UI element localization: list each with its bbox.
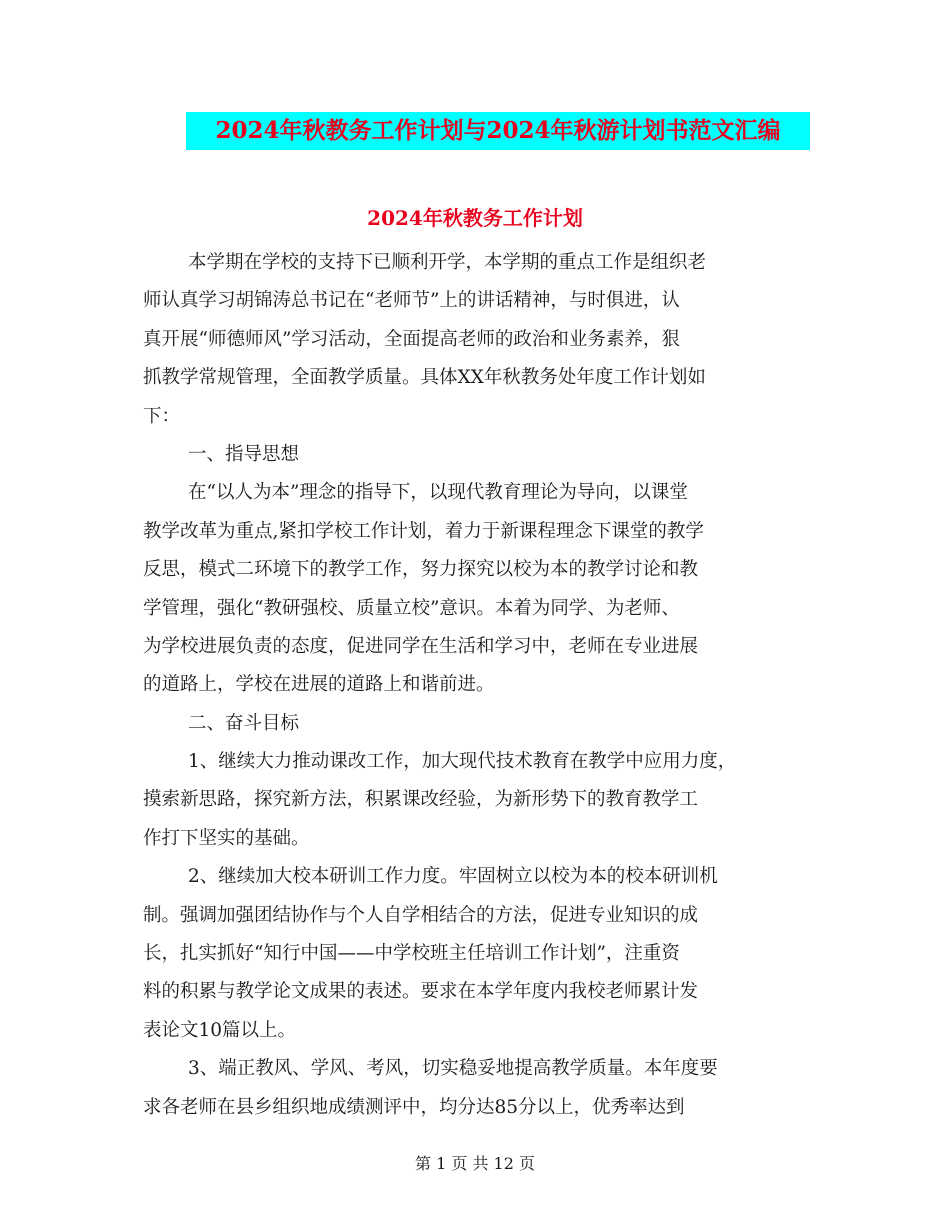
paragraph-line: 教学改革为重点,紧扣学校工作计划，着力于新课程理念下课堂的教学 <box>143 520 704 542</box>
paragraph-line: 反思，模式二环境下的教学工作，努力探究以校为本的教学讨论和教 <box>143 559 699 581</box>
paragraph-line: 2、继续加大校本研训工作力度。牢固树立以校为本的校本研训机 <box>188 866 718 888</box>
page-number-footer: 第 1 页 共 12 页 <box>415 1154 535 1173</box>
paragraph-line: 的道路上，学校在进展的道路上和谐前进。 <box>143 674 495 696</box>
paragraph-line: 长，扎实抓好“知行中国——中学校班主任培训工作计划”，注重资 <box>143 943 680 965</box>
paragraph-line: 料的积累与教学论文成果的表述。要求在本学年度内我校老师累计发 <box>143 981 699 1003</box>
paragraph-line: 求各老师在县乡组织地成绩测评中，均分达85分以上，优秀率达到 <box>143 1096 685 1118</box>
paragraph-line: 表论文10篇以上。 <box>143 1019 297 1041</box>
paragraph-line: 3、端正教风、学风、考风，切实稳妥地提高教学质量。本年度要 <box>188 1058 718 1080</box>
paragraph-line: 本学期在学校的支持下已顺利开学，本学期的重点工作是组织老 <box>188 252 707 273</box>
document-body <box>143 244 805 1127</box>
paragraph-line: 为学校进展负责的态度，促进同学在生活和学习中，老师在专业进展 <box>143 635 699 657</box>
heading-line: 二、奋斗目标 <box>188 712 300 734</box>
paragraph-line: 制。强调加强团结协作与个人自学相结合的方法，促进专业知识的成 <box>143 904 699 926</box>
heading-line: 一、指导思想 <box>188 443 300 465</box>
paragraph-line: 抓教学常规管理，全面教学质量。具体XX年秋教务处年度工作计划如 <box>143 367 706 389</box>
paragraph-line: 作打下坚实的基础。 <box>143 827 310 849</box>
paragraph-line: 真开展“师德师风”学习活动，全面提高老师的政治和业务素养，狠 <box>143 328 680 350</box>
section-title: 2024年秋教务工作计划 <box>367 206 583 230</box>
paragraph-line: 下： <box>143 405 181 427</box>
document-title: 2024年秋教务工作计划与2024年秋游计划书范文汇编 <box>186 112 810 150</box>
paragraph-line: 1、继续大力推动课改工作，加大现代技术教育在教学中应用力度， <box>188 751 737 773</box>
paragraph-line: 师认真学习胡锦涛总书记在“老师节”上的讲话精神，与时俱进，认 <box>143 290 680 312</box>
paragraph-line: 在“以人为本”理念的指导下，以现代教育理论为导向，以课堂 <box>188 482 688 504</box>
paragraph-line: 摸索新思路，探究新方法，积累课改经验，为新形势下的教育教学工 <box>143 789 699 811</box>
paragraph-line: 学管理，强化“教研强校、质量立校”意识。本着为同学、为老师、 <box>143 597 680 619</box>
